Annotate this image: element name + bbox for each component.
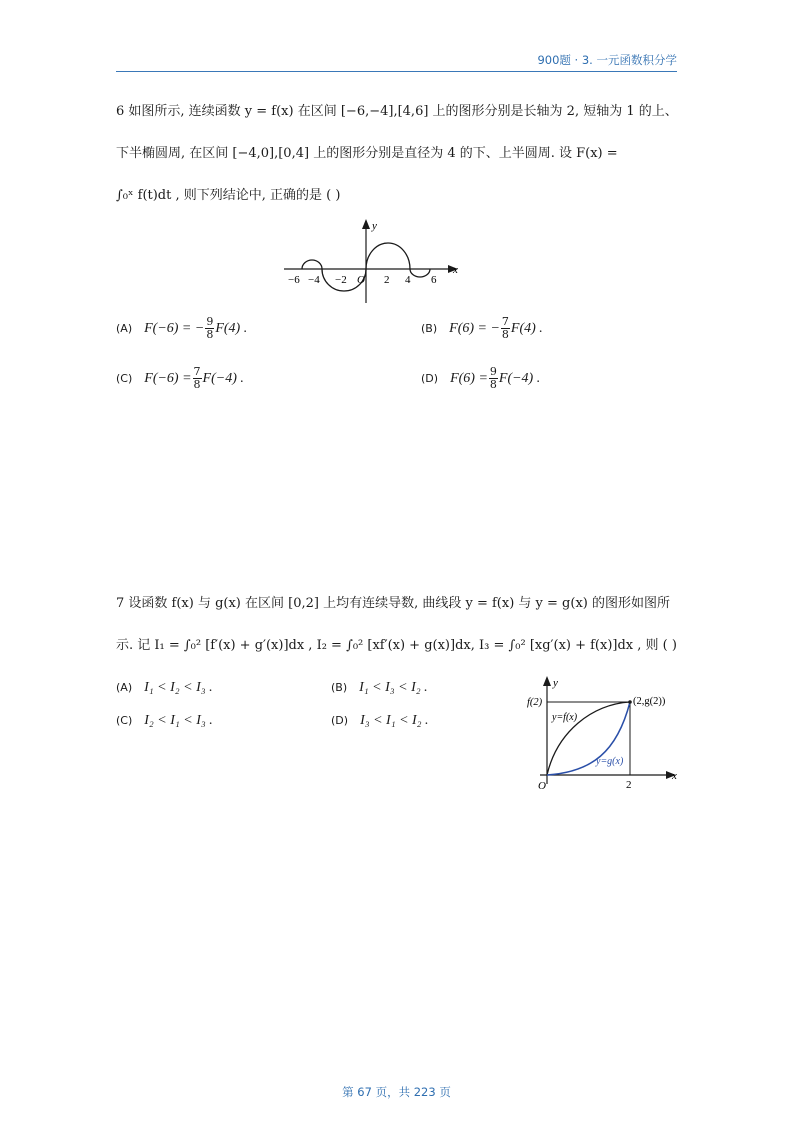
q6-option-c-label: (C) — [116, 372, 133, 385]
q6-tick-neg4: −4 — [308, 274, 320, 286]
q6-line-1: 6 如图所示, 连续函数 y = f(x) 在区间 [−6,−4],[4,6] 上的图形分别是长轴为 2, 短轴为 1 的上、 — [116, 104, 678, 119]
q7-line-2: 示. 记 I₁ = ∫₀² [f′(x) + g′(x)]dx , I₂ = ∫₀² [xf′(x) + g(x)]dx, I₃ = ∫₀² [xg′(x) + f(x)]dx , 则 ( ) — [116, 638, 677, 653]
q6-option-c-rhs: F(−4) . — [202, 371, 244, 386]
q6-option-a-label: (A) — [116, 322, 133, 335]
q6-tick-neg6: −6 — [288, 274, 300, 286]
q7-x-tick-2: 2 — [626, 779, 632, 791]
q6-x-label: x — [453, 264, 458, 276]
q7-option-c-text: I₂ < I₁ < I₃ . — [144, 713, 213, 728]
q6-option-a-fraction — [205, 316, 214, 341]
q6-option-b-rhs: F(4) . — [510, 321, 543, 336]
q6-option-b-num: 7 — [501, 315, 509, 328]
q7-option-a-label: (A) — [116, 681, 133, 694]
q7-curve-f-label: y=f(x) — [552, 712, 578, 723]
q6-option-a-rhs: F(4) . — [215, 321, 248, 336]
q6-option-b — [421, 316, 543, 341]
q6-option-a-den: 8 — [206, 328, 214, 341]
header-rule — [116, 71, 677, 72]
q7-figure — [522, 672, 682, 797]
q7-option-b — [331, 677, 428, 698]
q6-tick-neg2: −2 — [335, 274, 347, 286]
q6-option-d-fraction — [489, 366, 498, 391]
q6-option-b-lhs: F(6) = − — [449, 321, 500, 336]
q7-curve-g-label: y=g(x) — [596, 756, 624, 767]
q7-y-arrow — [543, 676, 551, 686]
q6-option-a-num: 9 — [206, 315, 214, 328]
q6-option-c-fraction — [193, 366, 202, 391]
q6-option-d-num: 9 — [489, 365, 497, 378]
q6-tick-6: 6 — [431, 274, 437, 286]
q6-curve-right-lower-ellipse — [410, 269, 430, 277]
q6-figure — [280, 215, 465, 305]
q7-option-a — [116, 677, 213, 698]
q6-option-a-lhs: F(−6) = − — [144, 321, 205, 336]
q7-option-a-text: I₁ < I₂ < I₃ . — [144, 680, 213, 695]
q6-option-c — [116, 366, 244, 391]
q7-option-d-label: (D) — [331, 714, 349, 727]
q6-option-d — [421, 366, 540, 391]
q6-option-b-den: 8 — [501, 328, 509, 341]
q6-option-d-rhs: F(−4) . — [498, 371, 541, 386]
q6-y-label: y — [372, 220, 377, 232]
q6-tick-2: 2 — [384, 274, 390, 286]
q6-option-d-den: 8 — [489, 378, 497, 391]
q6-option-b-fraction — [501, 316, 510, 341]
q7-x-label: x — [672, 770, 677, 782]
q6-origin-label: O — [357, 274, 365, 286]
q7-endpoint — [628, 700, 632, 704]
q7-option-d-text: I₃ < I₁ < I₂ . — [360, 713, 429, 728]
q6-option-a — [116, 316, 247, 341]
q7-y-label: y — [553, 677, 558, 689]
q6-y-arrow — [362, 219, 370, 229]
q7-option-c-label: (C) — [116, 714, 133, 727]
q7-origin-label: O — [538, 780, 546, 792]
q7-option-b-text: I₁ < I₃ < I₂ . — [359, 680, 428, 695]
page-footer: 第 67 页，共 223 页 — [342, 1085, 451, 1099]
q6-curve-left-upper-ellipse — [302, 260, 322, 269]
q6-line-2: 下半椭圆周, 在区间 [−4,0],[0,4] 上的图形分别是直径为 4 的下、上半圆周. 设 F(x) = — [116, 146, 618, 161]
q6-option-c-lhs: F(−6) = — [144, 371, 192, 386]
q6-option-d-lhs: F(6) = — [450, 371, 488, 386]
q6-curve-right-upper-semicircle — [366, 243, 410, 269]
q7-line-1: 7 设函数 f(x) 与 g(x) 在区间 [0,2] 上均有连续导数, 曲线段 y = f(x) 与 y = g(x) 的图形如图所 — [116, 596, 670, 611]
q7-option-d — [331, 710, 429, 731]
q6-option-c-num: 7 — [193, 365, 201, 378]
q7-f2-label: f(2) — [527, 697, 543, 708]
running-header: 900题 · 3. 一元函数积分学 — [537, 53, 677, 67]
q7-option-c — [116, 710, 213, 731]
q6-line-3: ∫₀ˣ f(t)dt , 则下列结论中, 正确的是 ( ) — [116, 188, 341, 203]
q6-option-b-label: (B) — [421, 322, 438, 335]
q6-option-c-den: 8 — [193, 378, 201, 391]
q7-option-b-label: (B) — [331, 681, 348, 694]
q7-point-label: (2,g(2)) — [633, 696, 666, 707]
q6-tick-4: 4 — [405, 274, 411, 286]
q6-option-d-label: (D) — [421, 372, 439, 385]
